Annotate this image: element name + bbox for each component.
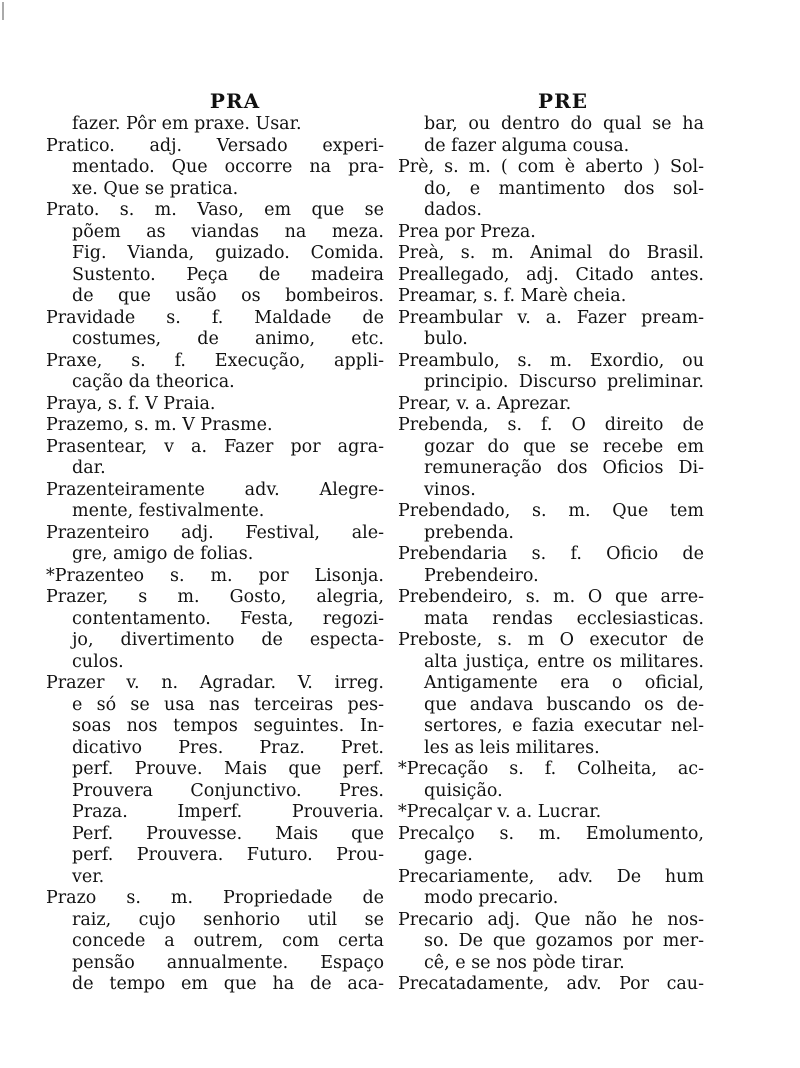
entry-continuation-line: modo precario. (424, 888, 559, 908)
entry-headword-line: Preamar, s. f. Marè cheia. (398, 286, 627, 306)
entry-headword-line: Prebendado, s. m. Que tem (398, 501, 704, 521)
entry-headword-line: Prea por Preza. (398, 221, 536, 242)
entry-headword-line: Precariamente, adv. De hum (398, 866, 704, 887)
entry-continuation-line: Prouvera Conjunctivo. Pres. (72, 780, 384, 801)
entry-continuation-line: mata rendas ecclesiasticas. (424, 608, 704, 629)
entry-headword-line: Preambulo, s. m. Exordio, ou (398, 350, 704, 371)
entry-headword-line: Praya, s. f. V Praia. (46, 393, 216, 414)
entry-headword-line: Precatadamente, adv. Por cau- (398, 974, 704, 994)
entry-continuation-line: que andava buscando os de- (424, 694, 704, 715)
entry-headword-line: Praxe, s. f. Execução, appli- (46, 350, 384, 371)
entry-headword-line: Preambular v. a. Fazer pream- (398, 307, 704, 328)
entry-continuation-line: principio. Discurso preliminar. (424, 372, 704, 392)
entry-continuation-line: prebenda. (424, 522, 514, 543)
entry-continuation-line: cação da theorica. (72, 372, 235, 392)
entry-continuation-line: gozar do que se recebe em (424, 436, 704, 457)
entry-continuation-line: mentado. Que occorre na pra- (72, 157, 384, 177)
left-column (46, 90, 384, 996)
entry-headword-line: Prear, v. a. Aprezar. (398, 393, 572, 414)
entry-continuation-line: de que usão os bombeiros. (72, 286, 384, 306)
entry-headword-line: Preboste, s. m O executor de (398, 630, 704, 650)
entry-continuation-line: raiz, cujo senhorio util se (72, 909, 384, 930)
entry-continuation-line: xe. Que se pratica. (72, 178, 239, 199)
entry-continuation-line: pensão annualmente. Espaço (72, 952, 384, 973)
entry-headword-line: Prebendeiro, s. m. O que arre- (398, 587, 704, 607)
entry-continuation-line: Praza. Imperf. Prouveria. (72, 802, 384, 822)
entry-continuation-line: so. De que gozamos por mer- (424, 931, 704, 951)
entry-continuation-line: perf. Prouvera. Futuro. Prou- (72, 845, 384, 865)
entry-continuation-line: põem as viandas na meza. (72, 221, 384, 242)
entry-continuation-line: e só se usa nas terceiras pes- (72, 694, 384, 715)
entry-continuation-line: gre, amigo de folias. (72, 544, 254, 564)
entry-continuation-line: culos. (72, 651, 124, 672)
entry-headword-line: *Precalçar v. a. Lucrar. (398, 802, 602, 822)
entry-continuation-line: jo, divertimento de especta- (72, 630, 384, 650)
entry-headword-line: *Prazenteo s. m. por Lisonja. (46, 565, 384, 586)
entry-continuation-line: dicativo Pres. Praz. Pret. (72, 737, 384, 758)
entry-headword-line: Prato. s. m. Vaso, em que se (46, 200, 384, 220)
entry-continuation-line: Antigamente era o oficial, (424, 673, 704, 693)
entry-headword-line: Prazenteiramente adv. Alegre- (46, 479, 384, 500)
entry-continuation-line: Sustento. Peça de madeira (72, 264, 384, 285)
left-column-text (46, 114, 384, 996)
entry-headword-line: Prebenda, s. f. O direito de (398, 415, 704, 435)
entry-continuation-line: dados. (424, 200, 482, 220)
entry-headword-line: Prazemo, s. m. V Prasme. (46, 415, 273, 435)
entry-headword-line: Prasentear, v a. Fazer por agra- (46, 436, 384, 457)
entry-continuation-line: Perf. Prouvesse. Mais que (72, 823, 384, 844)
entry-headword-line: Precalço s. m. Emolumento, (398, 823, 704, 844)
entry-continuation-line: do, e mantimento dos sol- (424, 178, 704, 199)
right-column-header: PRE (538, 89, 588, 113)
left-column-header: PRA (209, 89, 261, 113)
entry-continuation-line: Fig. Vianda, guizado. Comida. (72, 243, 384, 263)
entry-continuation-line: de fazer alguma cousa. (424, 135, 630, 156)
entry-headword-line: Preallegado, adj. Citado antes. (398, 264, 704, 285)
entry-continuation-line: costumes, de animo, etc. (72, 329, 384, 349)
entry-continuation-line: cê, e se nos pòde tirar. (424, 952, 625, 973)
entry-continuation-line: ver. (72, 866, 105, 887)
entry-continuation-line: concede a outrem, com certa (72, 931, 384, 951)
entry-continuation-line: contentamento. Festa, regozi- (72, 608, 384, 629)
entry-continuation-line: gage. (424, 845, 473, 865)
entry-continuation-line: fazer. Pôr em praxe. Usar. (72, 114, 302, 134)
entry-continuation-line: mente, festivalmente. (72, 501, 265, 521)
entry-continuation-line: perf. Prouve. Mais que perf. (72, 759, 384, 779)
entry-continuation-line: alta justiça, entre os militares. (424, 651, 704, 672)
entry-headword-line: Prazer v. n. Agradar. V. irreg. (46, 673, 384, 693)
page-corner-mark (2, 2, 16, 20)
entry-continuation-line: les as leis militares. (424, 737, 600, 758)
entry-continuation-line: sertores, e fazia executar nel- (424, 716, 704, 736)
right-column-text (398, 114, 704, 996)
entry-headword-line: Prazo s. m. Propriedade de (46, 888, 384, 908)
entry-headword-line: Pravidade s. f. Maldade de (46, 307, 384, 328)
entry-continuation-line: de tempo em que ha de aca- (72, 974, 384, 994)
entry-headword-line: Prazenteiro adj. Festival, ale- (46, 522, 384, 543)
entry-continuation-line: dar. (72, 458, 106, 478)
right-column (398, 90, 704, 996)
entry-continuation-line: quisição. (424, 780, 503, 801)
entry-continuation-line: Prebendeiro. (424, 565, 539, 586)
entry-headword-line: Prè, s. m. ( com è aberto ) Sol- (398, 157, 704, 177)
entry-headword-line: Prebendaria s. f. Oficio de (398, 544, 704, 564)
entry-headword-line: Preà, s. m. Animal do Brasil. (398, 243, 704, 263)
entry-headword-line: Pratico. adj. Versado experi- (46, 135, 384, 156)
entry-continuation-line: remuneração dos Oficios Di- (424, 458, 704, 478)
entry-continuation-line: bar, ou dentro do qual se ha (424, 114, 704, 134)
entry-headword-line: Precario adj. Que não he nos- (398, 909, 704, 930)
entry-headword-line: Prazer, s m. Gosto, alegria, (46, 587, 384, 607)
entry-continuation-line: bulo. (424, 329, 468, 349)
entry-headword-line: *Precação s. f. Colheita, ac- (398, 759, 704, 779)
entry-continuation-line: vinos. (424, 479, 476, 500)
entry-continuation-line: soas nos tempos seguintes. In- (72, 716, 384, 736)
